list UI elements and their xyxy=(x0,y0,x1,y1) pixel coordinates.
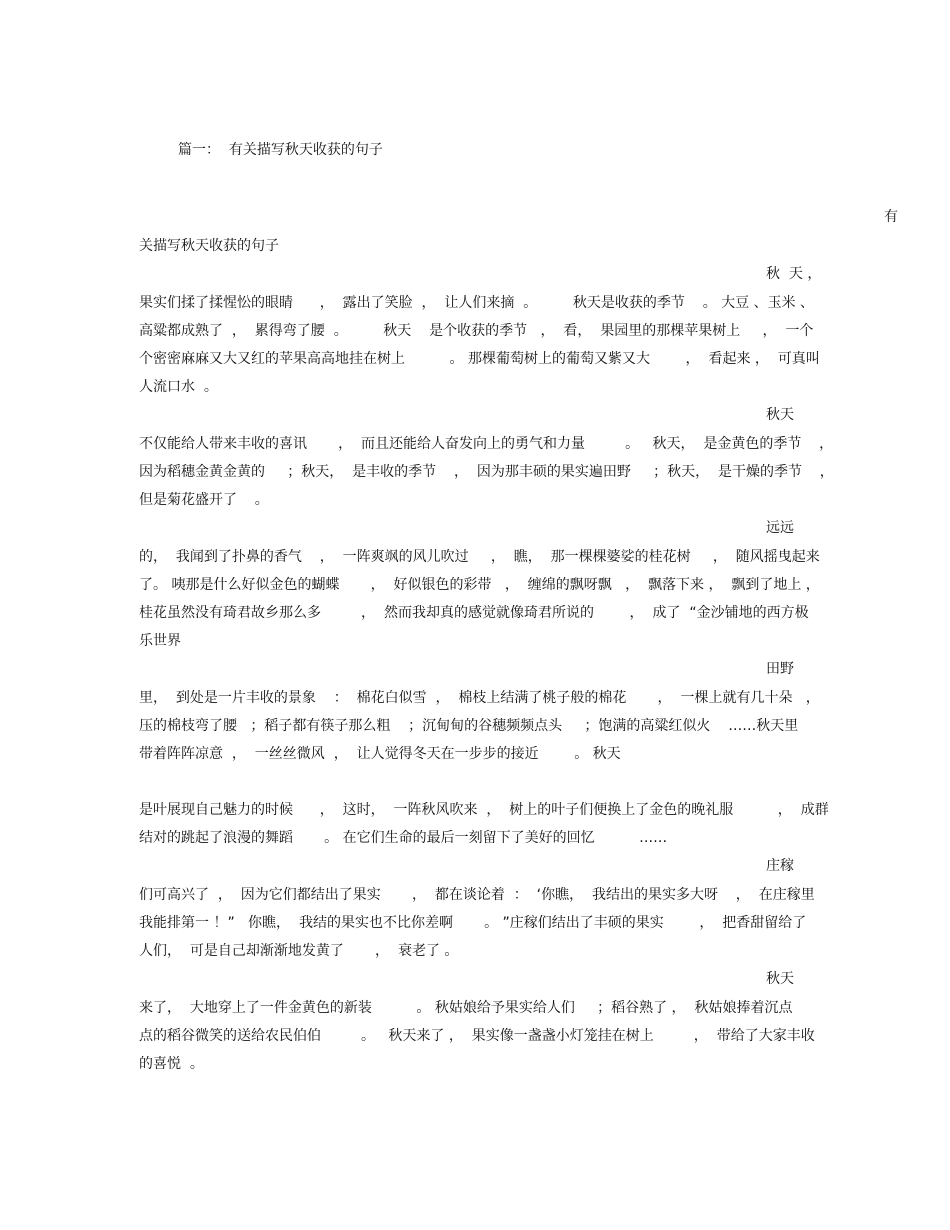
text-line: 是叶展现自己魅力的时候 ， 这时， 一阵秋风吹来 ， 树上的叶子们便换上了金色的晚礼服 ， 成群 xyxy=(139,802,829,818)
text-line: 因为稻穗金黄金黄的 ；秋天， 是丰收的季节 ， 因为那丰硕的果实遍田野 ；秋天， 是干燥的季节 ， xyxy=(139,464,834,480)
document-heading: 篇一： 有关描写秋天收获的句子 xyxy=(178,142,383,158)
text-line: 来了， 大地穿上了一件金黄色的新装 。 秋姑娘给予果实给人们 ；稻谷熟了 ， 秋姑娘捧着沉点 xyxy=(139,1000,793,1016)
text-line: 的喜悦 。 xyxy=(139,1056,204,1072)
text-line: 带着阵阵凉意 ， 一丝丝微风 ， 让人觉得冬天在一步步的接近 。 秋天 xyxy=(139,746,621,762)
text-line: 结对的跳起了浪漫的舞蹈 。 在它们生命的最后一刻留下了美好的回忆 …… xyxy=(139,830,668,846)
text-line: 乐世界 xyxy=(139,633,181,649)
text-line: 点的稻谷微笑的送给农民伯伯 。 秋天来了 ， 果实像一盏盏小灯笼挂在树上 ， 带给了大家丰收 xyxy=(139,1028,815,1044)
text-line: 桂花虽然没有琦君故乡那么多 ， 然而我却真的感觉就像琦君所说的 ， 成了 “金沙铺地的西方极 xyxy=(139,605,809,621)
text-line: 个密密麻麻又大又红的苹果高高地挂在树上 。 那棵葡萄树上的葡萄又紫又大 ， 看起来 ， 可真叫 xyxy=(139,351,820,367)
text-line: 了。 咦那是什么好似金色的蝴蝶 ， 好似银色的彩带 ， 缠绵的飘呀飘 ， 飘落下来 ， 飘到了地上 ， xyxy=(139,577,820,593)
text-line: 我能排第一 ！” 你瞧， 我结的果实也不比你差啊 。 ”庄稼们结出了丰硕的果实 ， 把香甜留给了 xyxy=(139,915,807,931)
text-line: 高粱都成熟了 ， 累得弯了腰 。 秋天 是个收获的季节 ， 看， 果园里的那棵苹果树上 ， 一个 xyxy=(139,323,814,339)
lead-character: 有 xyxy=(884,209,898,225)
text-line: 们可高兴了 ， 因为它们都结出了果实 ， 都在谈论着 ： ‘你瞧， 我结出的果实多大呀 ， 在庄稼里 xyxy=(139,887,815,903)
text-line: 但是菊花盛开了 。 xyxy=(139,492,269,508)
text-line: 不仅能给人带来丰收的喜讯 ， 而且还能给人奋发向上的勇气和力量 。 秋天， 是金黄色的季节 ， xyxy=(139,436,834,452)
paragraph-lead: 远远 xyxy=(766,520,794,536)
title-line: 关描写秋天收获的句子 xyxy=(139,238,279,254)
text-line: 人流口水 。 xyxy=(139,379,218,395)
text-line: 里， 到处是一片丰收的景象 ： 棉花白似雪 ， 棉枝上结满了桃子般的棉花 ， 一棵上就有几十朵 ， xyxy=(139,690,820,706)
paragraph-lead: 秋天 xyxy=(766,407,794,423)
paragraph-lead: 田野 xyxy=(766,661,794,677)
paragraph-lead: 庄稼 xyxy=(766,858,794,874)
text-line: 果实们揉了揉惺忪的眼睛 ， 露出了笑脸 ， 让人们来摘 。 秋天是收获的季节 。 大豆 、玉米 、 xyxy=(139,295,815,311)
text-line: 压的棉枝弯了腰 ；稻子都有筷子那么粗 ；沉甸甸的谷穗频频点头 ；饱满的高粱红似火 ……秋天里 xyxy=(139,718,799,734)
text-line: 人们， 可是自己却渐渐地发黄了 ， 衰老了 。 xyxy=(139,943,459,959)
paragraph-lead: 秋 天 ， xyxy=(766,266,822,282)
paragraph-lead: 秋天 xyxy=(766,971,794,987)
text-line: 的， 我闻到了扑鼻的香气 ， 一阵爽飒的风儿吹过 ， 瞧， 那一棵棵婆娑的桂花树 ， 随风摇曳起来 xyxy=(139,549,820,565)
